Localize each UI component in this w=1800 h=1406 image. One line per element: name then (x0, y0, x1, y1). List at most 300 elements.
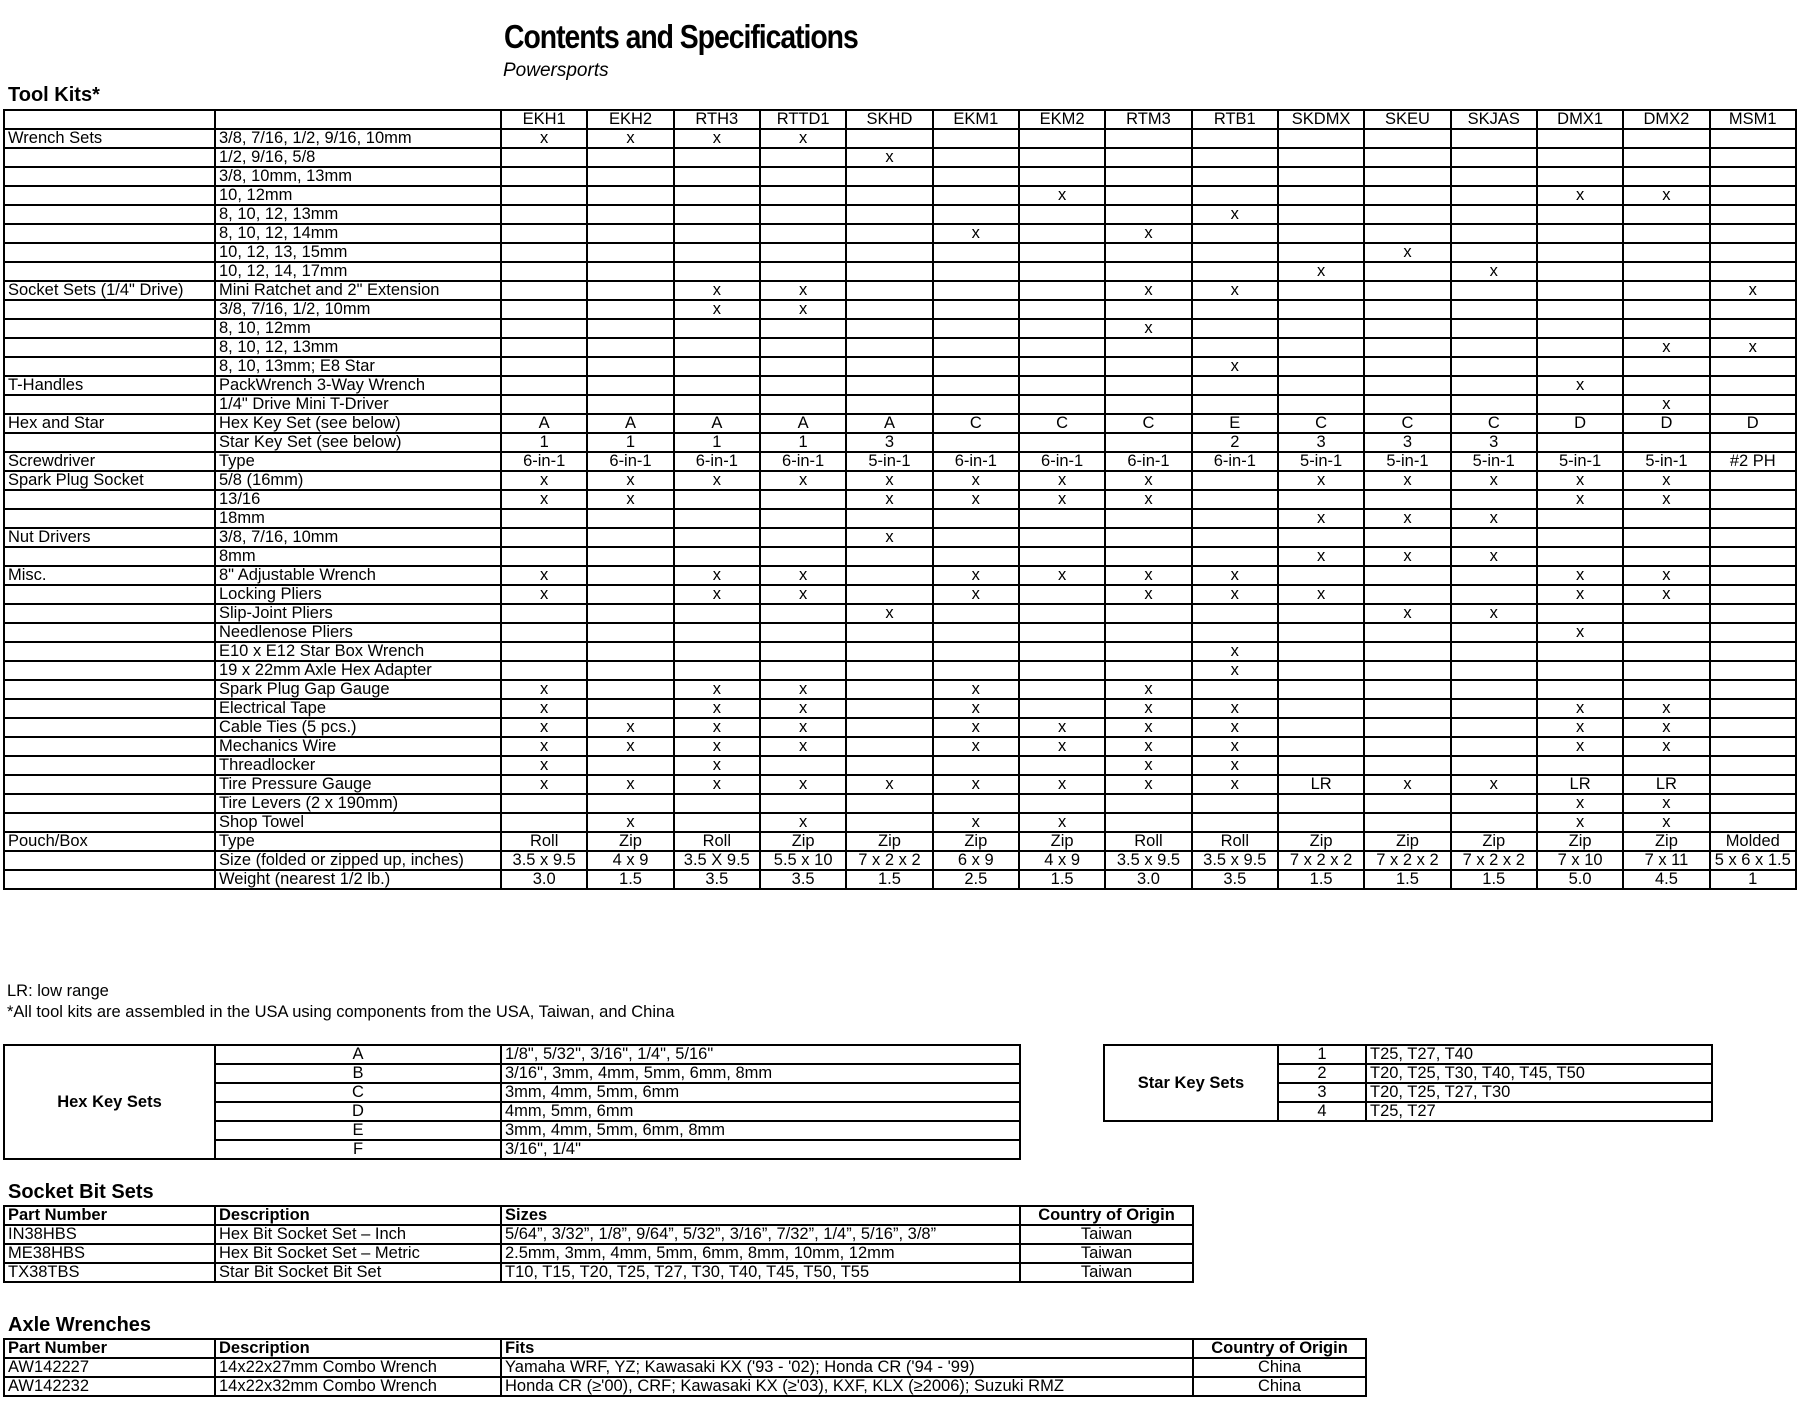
kit-value-cell (1192, 186, 1278, 205)
kit-value-cell (1710, 509, 1796, 528)
details-cell: T10, T15, T20, T25, T27, T30, T40, T45, T50, T55 (501, 1263, 1020, 1282)
kit-value-cell (1451, 490, 1537, 509)
item-cell: 10, 12, 14, 17mm (215, 262, 501, 281)
kit-value-cell (1364, 680, 1450, 699)
kit-value-cell (1192, 813, 1278, 832)
kit-value-cell (1451, 813, 1537, 832)
kit-value-cell (1019, 509, 1105, 528)
kit-value-cell (846, 129, 932, 148)
kit-value-cell: x (501, 490, 587, 509)
table-row (4, 1377, 1366, 1396)
kit-value-cell (1623, 642, 1709, 661)
table-row (4, 566, 1796, 585)
kit-value-cell: C (1019, 414, 1105, 433)
category-cell (4, 604, 215, 623)
kit-value-cell (1537, 395, 1623, 414)
category-cell (4, 509, 215, 528)
kit-value-cell: A (760, 414, 846, 433)
table-row (4, 585, 1796, 604)
kit-value-cell (846, 243, 932, 262)
kit-value-cell (1537, 224, 1623, 243)
kit-column-header: DMX1 (1537, 110, 1623, 129)
kit-value-cell (1278, 566, 1364, 585)
kit-value-cell (1105, 376, 1191, 395)
kit-value-cell: x (846, 528, 932, 547)
kit-value-cell (1364, 490, 1450, 509)
kit-value-cell (1192, 395, 1278, 414)
table-row (1104, 1045, 1712, 1064)
kit-value-cell (674, 623, 760, 642)
kit-value-cell: A (587, 414, 673, 433)
table-row (4, 642, 1796, 661)
category-cell (4, 319, 215, 338)
item-cell: Slip-Joint Pliers (215, 604, 501, 623)
kit-column-header: MSM1 (1710, 110, 1796, 129)
kit-value-cell: 1 (760, 433, 846, 452)
kit-value-cell (846, 585, 932, 604)
kit-value-cell: 5-in-1 (1623, 452, 1709, 471)
kit-value-cell (1710, 148, 1796, 167)
item-cell: Cable Ties (5 pcs.) (215, 718, 501, 737)
kit-value-cell: D (1537, 414, 1623, 433)
page-subtitle: Powersports (503, 60, 609, 81)
kit-value-cell: x (1019, 737, 1105, 756)
kit-value-cell (1710, 433, 1796, 452)
kit-value-cell: x (846, 490, 932, 509)
kit-column-header: SKJAS (1451, 110, 1537, 129)
table-row (4, 737, 1796, 756)
details-cell: Honda CR (≥'00), CRF; Kawasaki KX (≥'03), KXF, KLX (≥2006); Suzuki RMZ (501, 1377, 1193, 1396)
kit-value-cell: x (674, 718, 760, 737)
details-cell: 2.5mm, 3mm, 4mm, 5mm, 6mm, 8mm, 10mm, 12mm (501, 1244, 1020, 1263)
kit-value-cell: x (587, 490, 673, 509)
kit-value-cell (1278, 737, 1364, 756)
kit-column-header: DMX2 (1623, 110, 1709, 129)
kit-value-cell (1364, 528, 1450, 547)
kit-value-cell (1451, 376, 1537, 395)
kit-value-cell: x (1105, 319, 1191, 338)
axle-wrenches-table (3, 1338, 1367, 1397)
kit-value-cell: x (933, 471, 1019, 490)
kit-value-cell: x (674, 756, 760, 775)
item-cell: 19 x 22mm Axle Hex Adapter (215, 661, 501, 680)
kit-value-cell: D (1710, 414, 1796, 433)
kit-value-cell: x (501, 585, 587, 604)
kit-value-cell (760, 376, 846, 395)
kit-value-cell (674, 642, 760, 661)
kit-value-cell (587, 186, 673, 205)
kit-value-cell (587, 756, 673, 775)
kit-value-cell: x (1192, 737, 1278, 756)
item-cell: 8, 10, 13mm; E8 Star (215, 357, 501, 376)
kit-value-cell: x (1019, 775, 1105, 794)
kit-value-cell (1019, 205, 1105, 224)
kit-value-cell (674, 661, 760, 680)
category-cell (4, 623, 215, 642)
category-cell (4, 642, 215, 661)
kit-value-cell (1710, 737, 1796, 756)
kit-value-cell: x (760, 775, 846, 794)
kit-value-cell (1710, 300, 1796, 319)
kit-value-cell (1451, 395, 1537, 414)
kit-value-cell: x (1364, 243, 1450, 262)
kit-value-cell (1192, 604, 1278, 623)
item-cell: 3/8, 7/16, 1/2, 10mm (215, 300, 501, 319)
kit-value-cell: x (587, 737, 673, 756)
kit-value-cell: x (1019, 471, 1105, 490)
kit-value-cell (846, 262, 932, 281)
item-cell: Electrical Tape (215, 699, 501, 718)
kit-value-cell (1278, 167, 1364, 186)
kit-value-cell (760, 794, 846, 813)
kit-value-cell: x (1623, 699, 1709, 718)
kit-value-cell: A (501, 414, 587, 433)
column-header: Part Number (4, 1206, 215, 1225)
kit-value-cell (1710, 718, 1796, 737)
table-row (4, 357, 1796, 376)
kit-value-cell: x (760, 585, 846, 604)
kit-value-cell: x (760, 281, 846, 300)
kit-value-cell (1710, 243, 1796, 262)
kit-value-cell (501, 262, 587, 281)
kit-value-cell (1623, 281, 1709, 300)
kit-value-cell: x (760, 680, 846, 699)
kit-value-cell (846, 281, 932, 300)
kit-value-cell (1192, 319, 1278, 338)
kit-value-cell: 3 (846, 433, 932, 452)
kit-value-cell: x (1623, 471, 1709, 490)
kit-value-cell (1364, 357, 1450, 376)
kit-value-cell: 6-in-1 (587, 452, 673, 471)
kit-value-cell (1105, 205, 1191, 224)
kit-value-cell (1105, 262, 1191, 281)
item-header-cell (215, 110, 501, 129)
table-row (4, 414, 1796, 433)
set-sizes-cell: 3mm, 4mm, 5mm, 6mm (501, 1083, 1020, 1102)
kit-value-cell (1537, 319, 1623, 338)
set-code-cell: 1 (1278, 1045, 1366, 1064)
kit-value-cell (501, 623, 587, 642)
kit-value-cell (1192, 243, 1278, 262)
kit-value-cell (1710, 395, 1796, 414)
kit-value-cell (1019, 281, 1105, 300)
kit-value-cell (1364, 737, 1450, 756)
kit-value-cell: 3.0 (1105, 870, 1191, 889)
item-cell: Type (215, 832, 501, 851)
table-row (4, 148, 1796, 167)
kit-value-cell: x (1019, 718, 1105, 737)
kit-value-cell (1278, 813, 1364, 832)
item-cell: 1/4" Drive Mini T-Driver (215, 395, 501, 414)
kit-value-cell (1710, 224, 1796, 243)
kit-value-cell (1105, 642, 1191, 661)
kit-value-cell (674, 205, 760, 224)
kit-value-cell (674, 338, 760, 357)
kit-value-cell (501, 167, 587, 186)
kit-value-cell (760, 186, 846, 205)
table-row (4, 1358, 1366, 1377)
page-title: Contents and Specifications (504, 18, 858, 55)
kit-value-cell (501, 186, 587, 205)
kit-value-cell (1105, 357, 1191, 376)
kit-value-cell (674, 224, 760, 243)
kit-value-cell: x (1623, 718, 1709, 737)
kit-value-cell (846, 300, 932, 319)
socket-bit-sets-table (3, 1205, 1194, 1283)
kit-value-cell: x (1537, 623, 1623, 642)
kit-value-cell (760, 490, 846, 509)
kit-value-cell: x (1451, 775, 1537, 794)
kit-value-cell: x (1537, 718, 1623, 737)
kit-value-cell: Zip (1451, 832, 1537, 851)
kit-value-cell (1451, 300, 1537, 319)
kit-value-cell (1710, 775, 1796, 794)
category-cell (4, 205, 215, 224)
kit-value-cell: x (501, 737, 587, 756)
kit-value-cell (760, 357, 846, 376)
category-cell (4, 338, 215, 357)
kit-value-cell (1537, 205, 1623, 224)
hex-key-sets-label: Hex Key Sets (4, 1045, 215, 1159)
kit-value-cell (760, 395, 846, 414)
kit-value-cell (1019, 699, 1105, 718)
kit-value-cell (1710, 319, 1796, 338)
kit-value-cell: x (760, 718, 846, 737)
item-cell: Threadlocker (215, 756, 501, 775)
kit-value-cell (1278, 281, 1364, 300)
item-cell: Spark Plug Gap Gauge (215, 680, 501, 699)
country-cell: China (1193, 1377, 1366, 1396)
kit-value-cell (1623, 509, 1709, 528)
kit-value-cell (1019, 547, 1105, 566)
kit-value-cell (1537, 262, 1623, 281)
item-cell: Weight (nearest 1/2 lb.) (215, 870, 501, 889)
kit-value-cell (933, 281, 1019, 300)
kit-value-cell: x (1192, 775, 1278, 794)
kit-value-cell (1451, 737, 1537, 756)
kit-value-cell (933, 433, 1019, 452)
kit-value-cell: 3.5 x 9.5 (501, 851, 587, 870)
kit-value-cell: x (1105, 756, 1191, 775)
description-cell: Hex Bit Socket Set – Metric (215, 1244, 501, 1263)
kit-value-cell (846, 376, 932, 395)
kit-value-cell: x (501, 566, 587, 585)
kit-value-cell (587, 281, 673, 300)
kit-value-cell (1105, 338, 1191, 357)
table-row (4, 1263, 1193, 1282)
kit-value-cell (1623, 433, 1709, 452)
kit-value-cell (846, 167, 932, 186)
category-cell (4, 680, 215, 699)
kit-value-cell (1710, 566, 1796, 585)
set-code-cell: E (215, 1121, 501, 1140)
kit-value-cell (1278, 756, 1364, 775)
kit-value-cell: x (1105, 471, 1191, 490)
kit-value-cell (1710, 680, 1796, 699)
table-row (4, 300, 1796, 319)
kit-value-cell (1623, 224, 1709, 243)
kit-value-cell: x (674, 680, 760, 699)
kit-value-cell (1105, 604, 1191, 623)
kit-value-cell (933, 661, 1019, 680)
kit-value-cell: x (1537, 471, 1623, 490)
kit-value-cell (1019, 642, 1105, 661)
kit-value-cell: x (1623, 794, 1709, 813)
kit-value-cell: 5-in-1 (1537, 452, 1623, 471)
table-row (4, 718, 1796, 737)
kit-value-cell (1192, 376, 1278, 395)
kit-value-cell: x (1019, 813, 1105, 832)
kit-value-cell: x (1364, 775, 1450, 794)
kit-value-cell (587, 642, 673, 661)
kit-value-cell (587, 623, 673, 642)
kit-value-cell (1710, 528, 1796, 547)
kit-value-cell (1278, 338, 1364, 357)
kit-value-cell: x (1105, 585, 1191, 604)
kit-value-cell (1278, 718, 1364, 737)
kit-value-cell (587, 566, 673, 585)
table-row (4, 1244, 1193, 1263)
kit-value-cell (1019, 167, 1105, 186)
kit-value-cell: 6-in-1 (674, 452, 760, 471)
category-cell (4, 585, 215, 604)
table-row (4, 433, 1796, 452)
kit-value-cell (1710, 490, 1796, 509)
kit-value-cell (1192, 490, 1278, 509)
kit-value-cell: 2 (1192, 433, 1278, 452)
kit-value-cell: x (933, 680, 1019, 699)
country-cell: Taiwan (1020, 1244, 1193, 1263)
table-row (4, 851, 1796, 870)
kit-value-cell: 7 x 2 x 2 (846, 851, 932, 870)
category-cell (4, 851, 215, 870)
kit-value-cell (501, 224, 587, 243)
kit-value-cell (760, 756, 846, 775)
kit-column-header: EKM2 (1019, 110, 1105, 129)
kit-value-cell (760, 623, 846, 642)
category-cell: Screwdriver (4, 452, 215, 471)
description-cell: Star Bit Socket Bit Set (215, 1263, 501, 1282)
kit-value-cell: 3.5 x 9.5 (1192, 851, 1278, 870)
table-row (4, 395, 1796, 414)
column-header: Part Number (4, 1339, 215, 1358)
kit-value-cell (1537, 357, 1623, 376)
kit-value-cell: x (1623, 186, 1709, 205)
kit-value-cell: x (501, 471, 587, 490)
category-cell (4, 395, 215, 414)
kit-value-cell (760, 661, 846, 680)
kit-value-cell (1451, 148, 1537, 167)
kit-value-cell (587, 167, 673, 186)
kit-value-cell (1278, 129, 1364, 148)
kit-value-cell: x (1623, 490, 1709, 509)
kit-value-cell: A (674, 414, 760, 433)
item-cell: 8" Adjustable Wrench (215, 566, 501, 585)
kit-value-cell (1278, 148, 1364, 167)
note-low-range: LR: low range (7, 982, 109, 1000)
kit-value-cell (1537, 509, 1623, 528)
set-sizes-cell: 1/8", 5/32", 3/16", 1/4", 5/16" (501, 1045, 1020, 1064)
kit-value-cell (1278, 661, 1364, 680)
kit-value-cell: x (760, 471, 846, 490)
details-cell: Yamaha WRF, YZ; Kawasaki KX ('93 - '02); Honda CR ('94 - '99) (501, 1358, 1193, 1377)
category-cell (4, 813, 215, 832)
kit-value-cell: 5.5 x 10 (760, 851, 846, 870)
kit-value-cell (846, 661, 932, 680)
kit-value-cell (1364, 129, 1450, 148)
kit-value-cell: 5-in-1 (1364, 452, 1450, 471)
set-code-cell: A (215, 1045, 501, 1064)
country-cell: Taiwan (1020, 1225, 1193, 1244)
kit-value-cell (1105, 794, 1191, 813)
kit-value-cell (1451, 243, 1537, 262)
kit-value-cell: x (933, 585, 1019, 604)
part-number-cell: IN38HBS (4, 1225, 215, 1244)
category-cell (4, 433, 215, 452)
kit-value-cell: x (1364, 604, 1450, 623)
item-cell: 3/8, 10mm, 13mm (215, 167, 501, 186)
table-row (4, 129, 1796, 148)
set-code-cell: C (215, 1083, 501, 1102)
set-sizes-cell: T20, T25, T30, T40, T45, T50 (1366, 1064, 1712, 1083)
category-cell (4, 357, 215, 376)
column-header: Country of Origin (1193, 1339, 1366, 1358)
item-cell: 8, 10, 12, 13mm (215, 338, 501, 357)
item-cell: Tire Levers (2 x 190mm) (215, 794, 501, 813)
kit-value-cell (1019, 338, 1105, 357)
kit-value-cell (674, 395, 760, 414)
table-row (4, 262, 1796, 281)
kit-value-cell (1364, 585, 1450, 604)
kit-value-cell (1451, 319, 1537, 338)
kit-value-cell: x (1537, 376, 1623, 395)
kit-value-cell: E (1192, 414, 1278, 433)
kit-value-cell: x (501, 129, 587, 148)
item-cell: PackWrench 3-Way Wrench (215, 376, 501, 395)
kit-value-cell (1019, 224, 1105, 243)
kit-value-cell (1537, 148, 1623, 167)
kit-value-cell (933, 338, 1019, 357)
kit-value-cell (933, 148, 1019, 167)
table-row (4, 509, 1796, 528)
kit-value-cell: x (1364, 509, 1450, 528)
kit-value-cell (501, 813, 587, 832)
kit-value-cell (1364, 148, 1450, 167)
kit-value-cell (1105, 243, 1191, 262)
kit-value-cell (1192, 338, 1278, 357)
set-sizes-cell: 3/16", 3mm, 4mm, 5mm, 6mm, 8mm (501, 1064, 1020, 1083)
kit-value-cell (1451, 281, 1537, 300)
category-cell (4, 737, 215, 756)
table-row (4, 167, 1796, 186)
kit-value-cell: x (933, 775, 1019, 794)
kit-value-cell: 1.5 (587, 870, 673, 889)
kit-value-cell: x (674, 129, 760, 148)
kit-value-cell (760, 642, 846, 661)
table-row (4, 224, 1796, 243)
kit-value-cell (1105, 167, 1191, 186)
kit-value-cell (1019, 243, 1105, 262)
table-row (4, 604, 1796, 623)
table-row (4, 338, 1796, 357)
kit-value-cell: x (1278, 262, 1364, 281)
kit-value-cell: x (1537, 794, 1623, 813)
kit-value-cell: 4 x 9 (587, 851, 673, 870)
kit-value-cell (1019, 319, 1105, 338)
kit-value-cell (1623, 604, 1709, 623)
kit-value-cell: Zip (933, 832, 1019, 851)
kit-value-cell: x (1537, 699, 1623, 718)
